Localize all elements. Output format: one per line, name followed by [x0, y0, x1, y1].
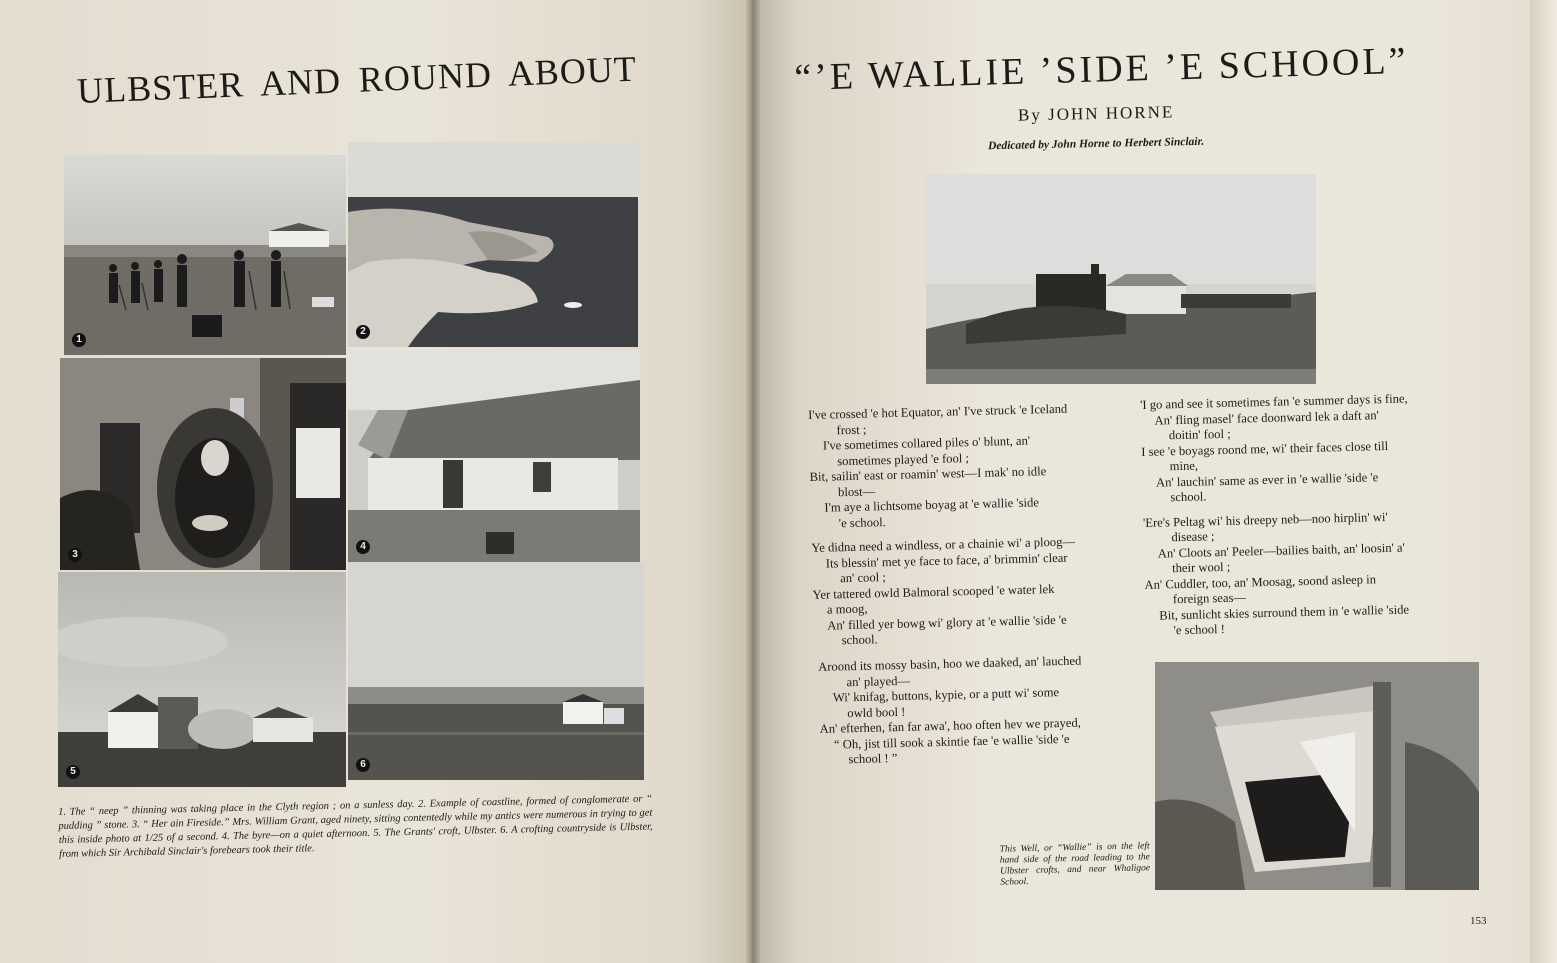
poem-byline: By JOHN HORNE	[1017, 102, 1175, 125]
poem-line: I see 'e boyags roond me, wi' their faces close till	[1141, 438, 1389, 459]
photo-2-coastline	[348, 142, 638, 347]
poem-column-left	[808, 400, 1134, 658]
poem-line: 'I go and see it sometimes fan 'e summer days is fine,	[1140, 391, 1408, 412]
poem-stanza-1	[808, 400, 1131, 532]
poem-line: mine,	[1169, 458, 1199, 474]
book-gutter	[746, 0, 760, 963]
poem-line: an' played—	[846, 673, 911, 689]
farmhouse-photo	[926, 174, 1316, 384]
photo-number-1: 1	[72, 333, 86, 347]
countryside-image	[348, 562, 644, 780]
poem-line: their wool ;	[1171, 559, 1231, 576]
photo-number-6: 6	[356, 758, 370, 772]
photo-number-4: 4	[356, 540, 370, 554]
poem-line: sometimes played 'e fool ;	[837, 450, 970, 468]
poem-line: 'Ere's Peltag wi' his dreepy neb—noo hirplin' wi'	[1142, 509, 1388, 530]
well-image	[1155, 662, 1479, 890]
poem-line: Yer tattered owld Balmoral scooped 'e water lek	[812, 581, 1055, 602]
poem-line: An' fling masel' face doonward lek a daft an'	[1154, 407, 1379, 428]
poem-line: Bit, sailin' east or roamin' west—I mak' no idle	[809, 464, 1047, 484]
photo-6-countryside	[348, 562, 644, 780]
photo-captions: 1. The “ neep ” thinning was taking place in the Clyth region ; on a sunless day. 2. Example of coastline, formed of conglomerate or “ pudding ” stone. 3. “ Her ain Fireside.” Mrs. William Grant, aged ninety, sitting contentedly while my antics were numerous in trying to get this inside photo at 1/25 of a second. 4. The byre—on a quiet afternoon. 5. The Grants' croft, Ulbster. 6. A crofting countryside is Ulbster, from which Sir Archibald Sinclair's forebears took their title.	[58, 793, 653, 860]
photo-5-croft	[58, 572, 346, 787]
photo-1-field-workers	[64, 155, 346, 355]
poem-line: foreign seas—	[1172, 590, 1247, 607]
poem-line: disease ;	[1171, 529, 1215, 545]
poem-line: 'e school !	[1173, 621, 1226, 638]
poem-line: An' efterhen, fan far awa', hoo often hev we prayed,	[819, 715, 1081, 736]
poem-column-bottom	[818, 652, 1141, 777]
poem-line: I've crossed 'e hot Equator, an' I've struck 'e Iceland	[808, 401, 1068, 422]
poem-line: An' lauchin' same as ever in 'e wallie 'side 'e	[1155, 469, 1379, 490]
photo-4-byre	[348, 350, 640, 562]
croft-image	[58, 572, 346, 787]
poem-stanza-5	[1143, 508, 1466, 640]
poem-line: 'e school.	[838, 514, 887, 530]
poem-line: doitin' fool ;	[1168, 426, 1231, 443]
poem-line: frost ;	[836, 422, 867, 437]
poem-column-right	[1140, 390, 1466, 648]
poem-dedication: Dedicated by John Horne to Herbert Sinclair.	[987, 135, 1205, 153]
poem-title: “’E WALLIE ’SIDE ’E SCHOOL”	[793, 39, 1410, 100]
poem-line: owld bool !	[847, 704, 906, 720]
poem-line: I'm aye a lichtsome boyag at 'e wallie 'side	[824, 495, 1040, 515]
byre-image	[348, 350, 640, 562]
well-photo	[1155, 662, 1479, 890]
photo-3-fireside	[60, 358, 346, 570]
coastline-image	[348, 142, 638, 347]
farmhouse-image	[926, 174, 1316, 384]
field-workers-image	[64, 155, 346, 355]
poem-stanza-2	[811, 533, 1134, 649]
poem-line: blost—	[837, 483, 876, 499]
well-caption: This Well, or “Wallie” is on the left hand side of the road leading to the Ulbster crofts, and near Whaligoe School.	[999, 841, 1151, 888]
poem-line: Aroond its mossy basin, hoo we daaked, an' lauched	[818, 653, 1082, 674]
photo-number-2: 2	[356, 325, 370, 339]
poem-stanza-3	[818, 652, 1141, 768]
poem-line: “ Oh, jist till sook a skintie fae 'e wallie 'side 'e	[833, 731, 1070, 752]
poem-line: I've sometimes collared piles o' blunt, an'	[822, 433, 1031, 453]
fireside-image	[60, 358, 346, 570]
poem-line: An' filled yer bowg wi' glory at 'e wallie 'side 'e	[827, 612, 1067, 633]
poem-line: school ! ”	[848, 751, 898, 767]
page-number: 153	[1470, 915, 1487, 927]
poem-line: Ye didna need a windless, or a chainie wi' a ploog—	[811, 534, 1076, 555]
poem-line: Bit, sunlicht skies surround them in 'e wallie 'side	[1159, 601, 1410, 623]
poem-line: a moog,	[826, 601, 868, 617]
poem-line: an' cool ;	[839, 570, 886, 586]
poem-line: school.	[1170, 489, 1207, 505]
poem-line: Its blessin' met ye face to face, a' brimmin' clear	[825, 550, 1068, 571]
photo-number-3: 3	[68, 548, 82, 562]
poem-line: An' Cloots an' Peeler—bailies baith, an' loosin' a'	[1157, 540, 1405, 561]
poem-line: An' Cuddler, too, an' Moosag, soond asleep in	[1144, 571, 1377, 592]
poem-line: Wi' knifag, buttons, kypie, or a putt wi' some	[832, 685, 1060, 705]
poem-line: school.	[841, 632, 878, 648]
poem-stanza-4	[1140, 390, 1463, 506]
left-page-title: ULBSTER AND ROUND ABOUT	[76, 48, 638, 112]
photo-number-5: 5	[66, 765, 80, 779]
page-edge	[1530, 0, 1557, 963]
